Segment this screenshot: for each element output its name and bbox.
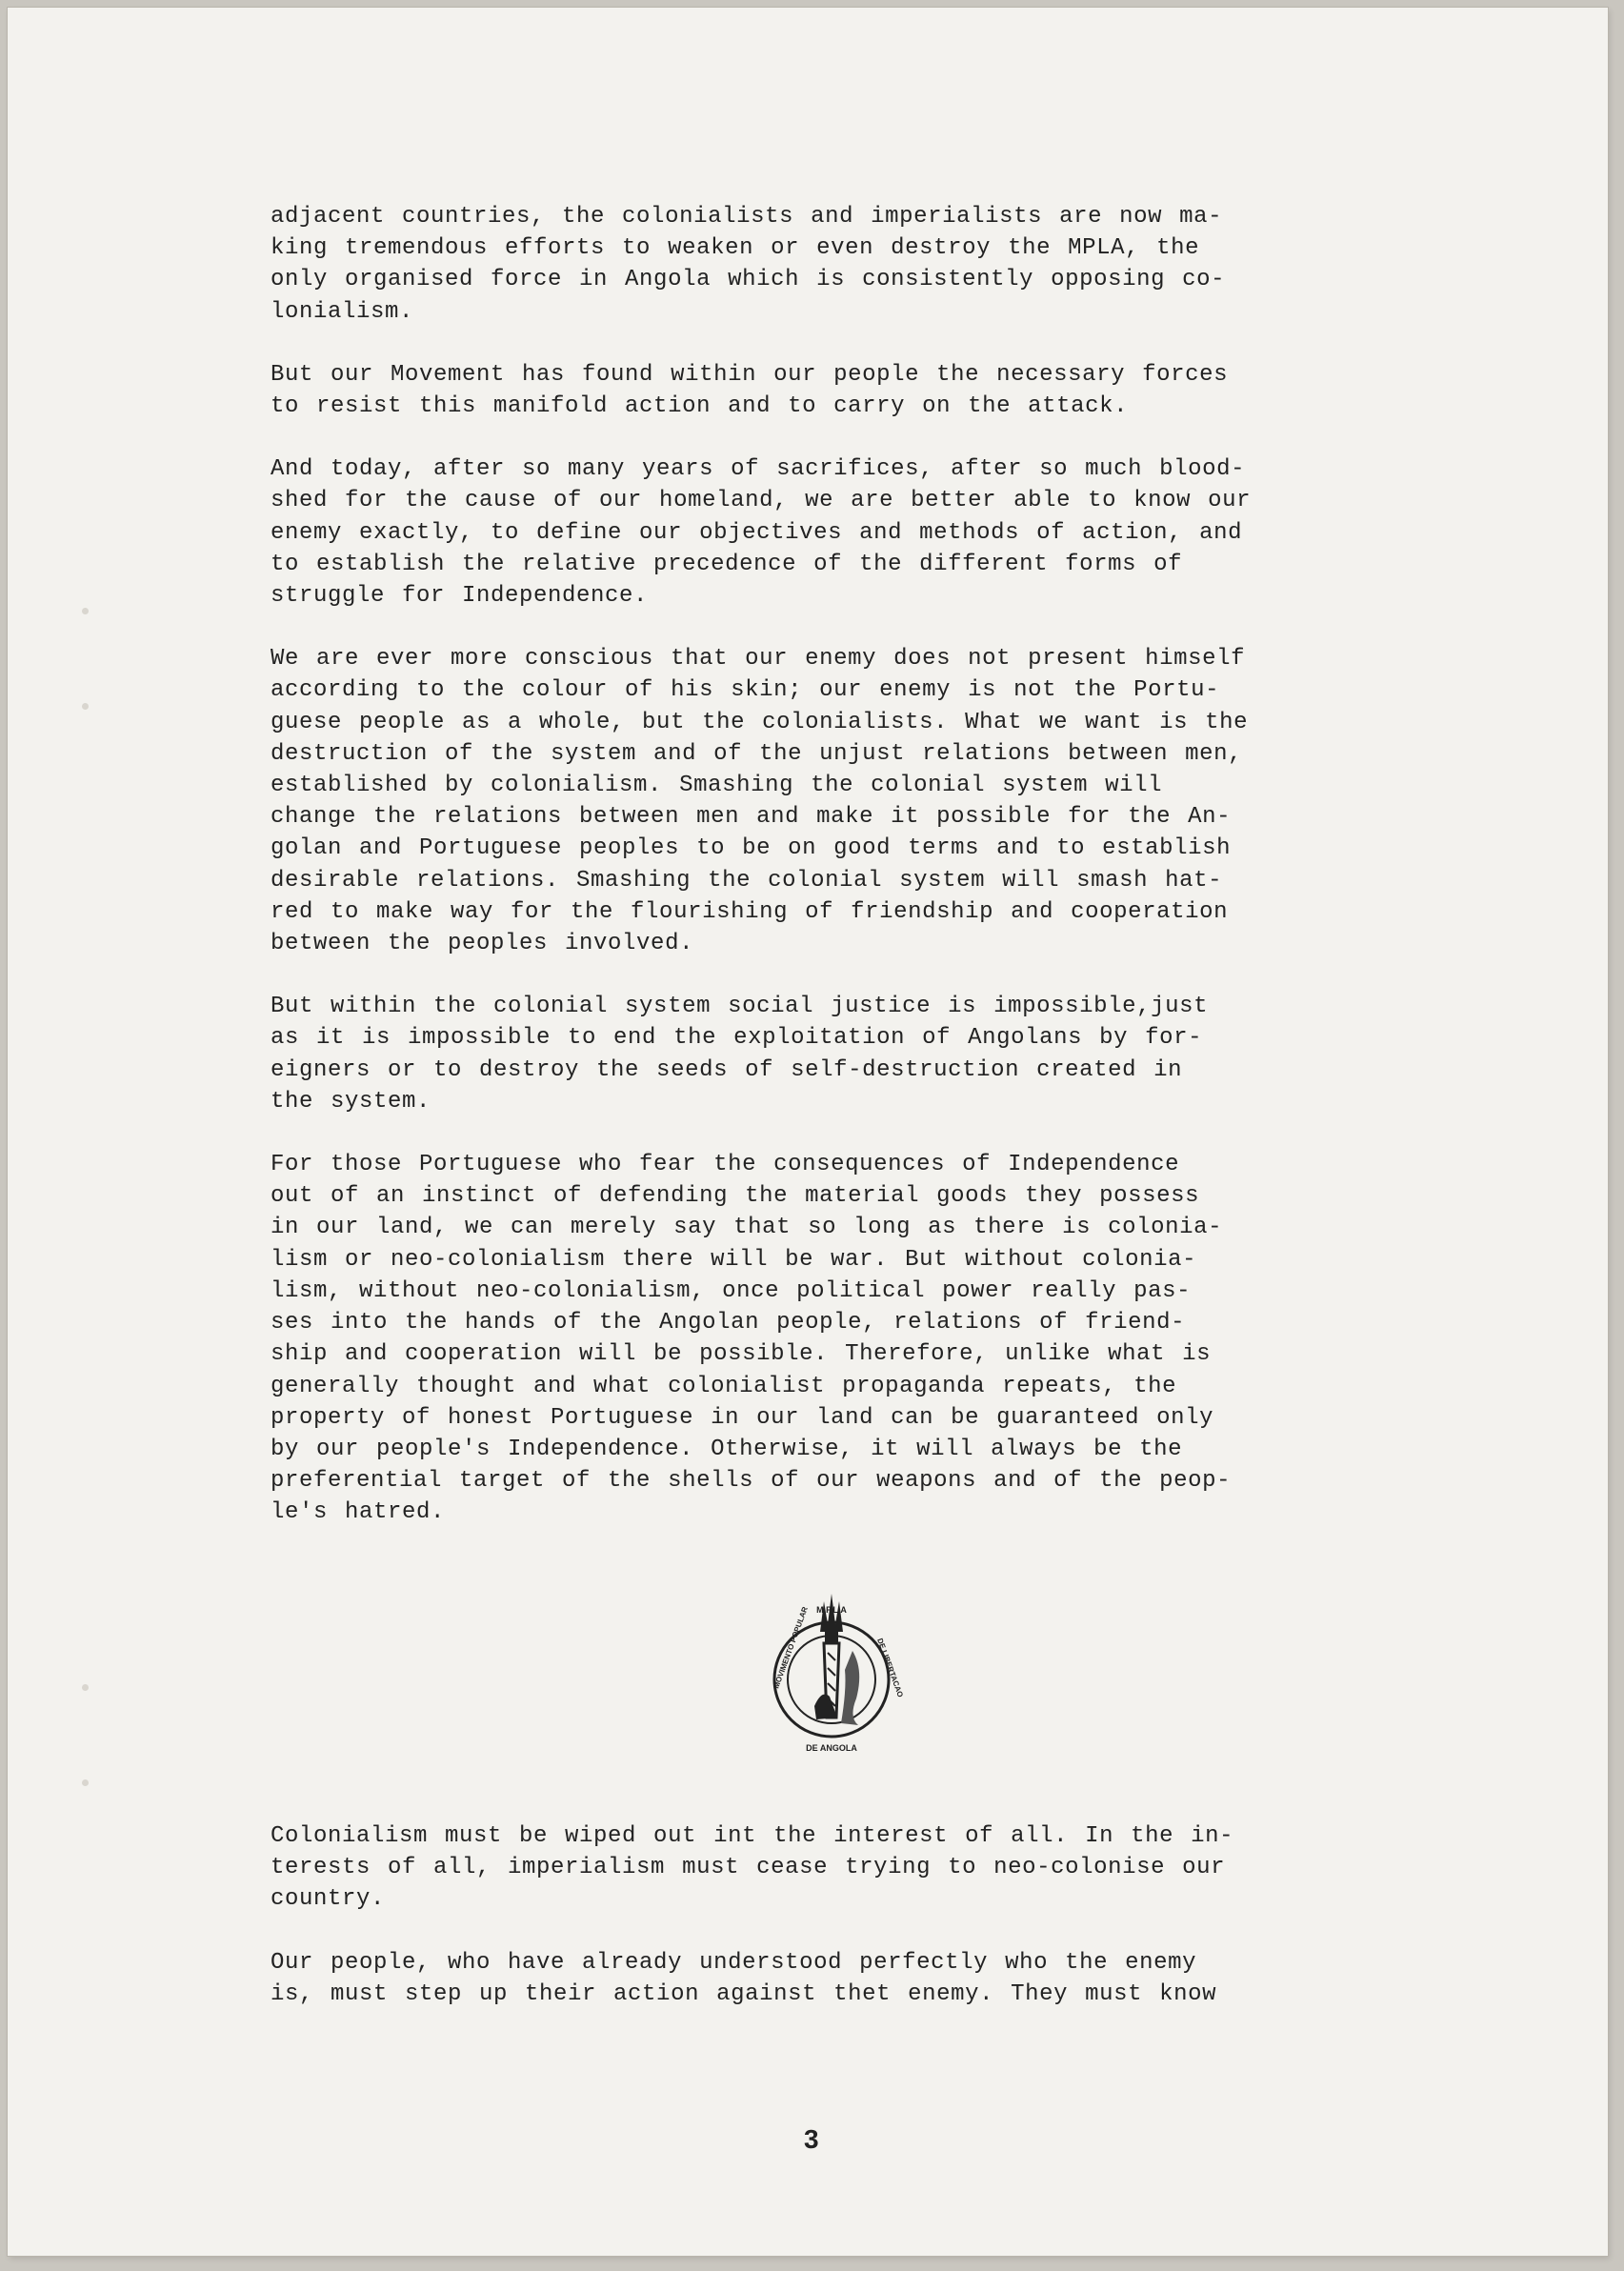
paragraph: And today, after so many years of sacrifices, after so much blood- shed for the cause of our homeland, we are better able to know our enemy exactly, to define our objectives and methods of action, and to establish the relative precedence of the different forms of struggle for Independence. bbox=[271, 456, 1252, 610]
emblem-right-text: DE LIBERTACAO bbox=[875, 1637, 905, 1698]
punch-hole-mark bbox=[82, 1779, 89, 1786]
emblem-top-text: M.P.L.A bbox=[816, 1605, 847, 1615]
emblem-bottom-text: DE ANGOLA bbox=[806, 1743, 857, 1753]
punch-hole-mark bbox=[82, 608, 89, 614]
mpla-emblem-icon bbox=[765, 1584, 905, 1775]
body-text-bottom bbox=[271, 1820, 1528, 2041]
page-number: 3 bbox=[804, 2124, 819, 2154]
paragraph: Our people, who have already understood perfectly who the enemy is, must step up their action against thet enemy. They must know bbox=[271, 1949, 1217, 2007]
paragraph: We are ever more conscious that our enemy does not present himself according to the colour of his skin; our enemy is not the Portu- guese people as a whole, but the colonialists. What we want is the destruction of the system and of the unjust relations between men, established by colonialism. Smashing the colonial system will change the relations between men and make it possible for the An- golan and Portuguese peoples to be on good terms and to establish desirable relations. Smashing the colonial system will smash hat- red to make way for the flourishing of friendship and cooperation between the peoples involved. bbox=[271, 646, 1249, 957]
punch-hole-mark bbox=[82, 703, 89, 710]
paragraph: Colonialism must be wiped out int the interest of all. In the in- terests of all, imperialism must cease trying to neo-colonise our country. bbox=[271, 1823, 1234, 1913]
emblem-left-text: MOVIMENTO POPULAR bbox=[772, 1605, 810, 1690]
document-page bbox=[8, 8, 1608, 2256]
paragraph: For those Portuguese who fear the consequences of Independence out of an instinct of defending the material goods they possess in our land, we can merely say that so long as there is colonia- lism or neo-colonialism there will be war. But without colonia- lism, without neo-colonialism, once political power really pas- ses into the hands of the Angolan people, relations of friend- ship and cooperation will be possible. Therefore, unlike what is generally thought and what colonialist propaganda repeats, the property of honest Portuguese in our land can be guaranteed only by our people's Independence. Otherwise, it will always be the preferential target of the shells of our weapons and of the peop- le's hatred. bbox=[271, 1152, 1232, 1526]
punch-hole-mark bbox=[82, 1684, 89, 1691]
body-text-top bbox=[271, 201, 1528, 1560]
paragraph: But within the colonial system social justice is impossible,just as it is impossible to end the exploitation of Angolans by for- eigners or to destroy the seeds of self-destruction created in the system. bbox=[271, 994, 1209, 1115]
paragraph: adjacent countries, the colonialists and imperialists are now ma- king tremendous efforts to weaken or even destroy the MPLA, the only organised force in Angola which is consistently opposing co- lonialism. bbox=[271, 204, 1226, 325]
paragraph: But our Movement has found within our people the necessary forces to resist this manifold action and to carry on the attack. bbox=[271, 361, 1229, 420]
